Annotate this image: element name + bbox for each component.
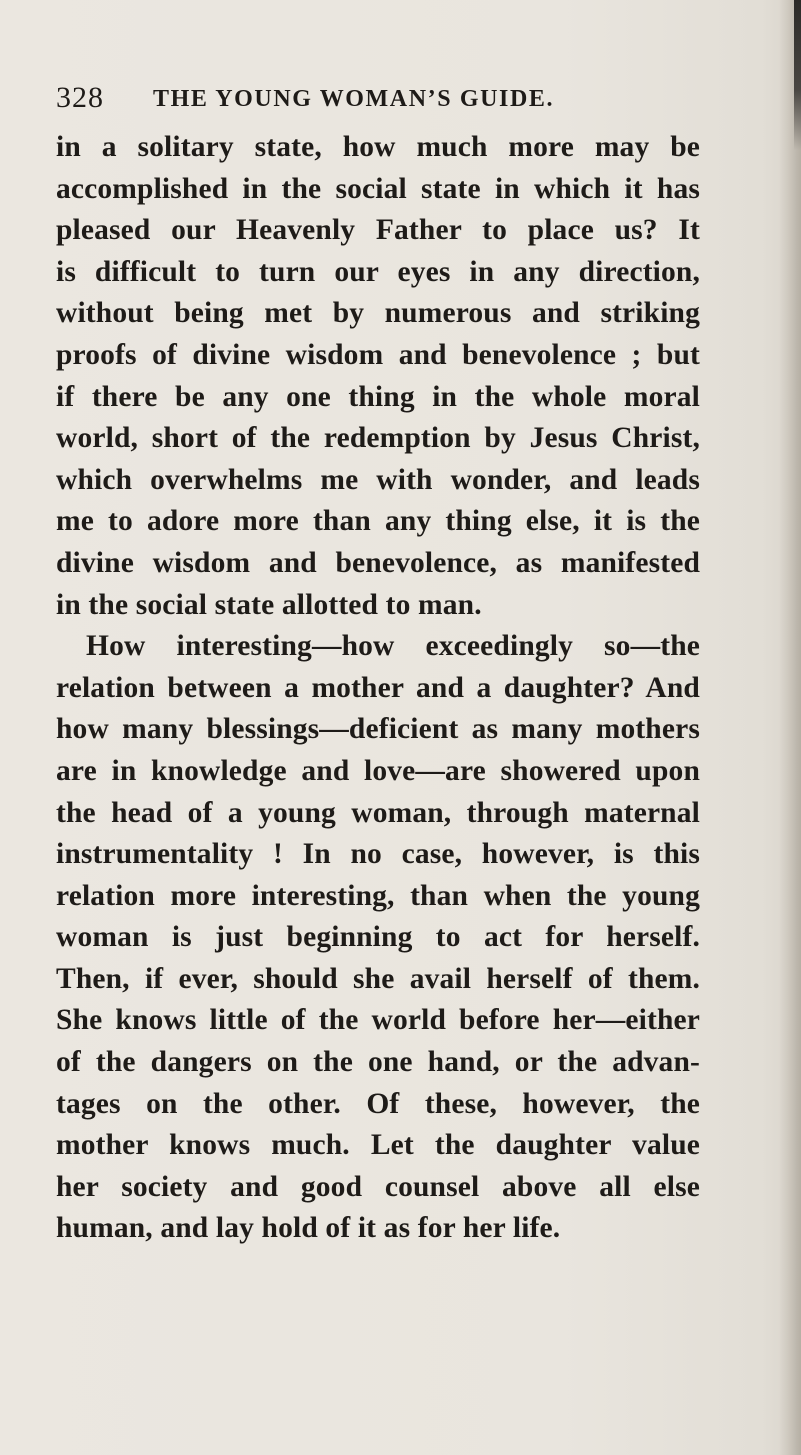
page-header [56, 76, 696, 120]
text-line: of the dangers on the one hand, or the advan- [56, 1046, 700, 1079]
text-line: are in knowledge and love—are showered upon [56, 754, 700, 787]
paragraph-start-line: How interesting—how exceedingly so—the [86, 630, 700, 663]
text-line: which overwhelms me with wonder, and leads [56, 463, 700, 496]
text-line: instrumentality ! In no case, however, is this [56, 838, 700, 871]
text-line: in the social state allotted to man. [56, 588, 482, 621]
text-line: how many blessings—deficient as many mothers [56, 713, 700, 746]
text-line: tages on the other. Of these, however, the [56, 1087, 700, 1120]
page-number: 328 [56, 81, 104, 114]
text-line: in a solitary state, how much more may be [56, 131, 700, 163]
text-line: the head of a young woman, through maternal [56, 796, 700, 829]
text-line: world, short of the redemption by Jesus Christ, [56, 422, 700, 455]
text-line: without being met by numerous and striking [56, 297, 700, 330]
body-text [56, 127, 700, 1250]
page-gutter-shadow [779, 0, 801, 1455]
text-line: divine wisdom and benevolence, as manifested [56, 546, 700, 579]
text-line: pleased our Heavenly Father to place us? It [56, 214, 700, 247]
text-line: me to adore more than any thing else, it is the [56, 505, 700, 538]
text-line: relation between a mother and a daughter? And [56, 671, 700, 704]
text-line: relation more interesting, than when the young [56, 879, 700, 912]
text-line: proofs of divine wisdom and benevolence ; but [56, 338, 700, 371]
text-line: if there be any one thing in the whole moral [56, 380, 700, 413]
running-head: THE YOUNG WOMAN’S GUIDE. [153, 86, 555, 112]
text-line: woman is just beginning to act for herself. [56, 921, 700, 954]
text-line: She knows little of the world before her—either [56, 1004, 700, 1037]
text-line: human, and lay hold of it as for her life. [56, 1212, 561, 1245]
text-line: Then, if ever, should she avail herself of them. [56, 962, 700, 995]
page-edge-shadow [794, 0, 801, 150]
text-line: is difficult to turn our eyes in any direction, [56, 255, 700, 288]
text-line: mother knows much. Let the daughter value [56, 1129, 700, 1162]
text-line: accomplished in the social state in which it has [56, 172, 700, 205]
text-line: her society and good counsel above all else [56, 1170, 700, 1203]
